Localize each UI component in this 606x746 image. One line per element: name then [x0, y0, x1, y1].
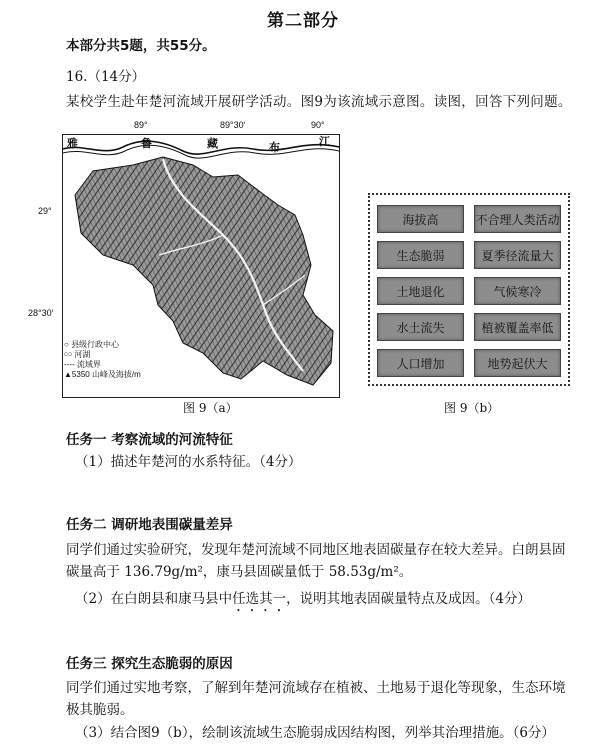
task2-paragraph-line: 同学们通过实验研究，发现年楚河流域不同地区地表固碳量存在较大差异。白朗县固 [66, 542, 566, 558]
river-label-char: 鲁 [141, 137, 152, 150]
factor-box [368, 193, 570, 386]
emphasis-text: 任选其一 [232, 591, 287, 607]
map-legend [64, 340, 141, 380]
longitude-label: 89° [134, 120, 148, 130]
task3-paragraph-line: 极其脆弱。 [66, 702, 134, 718]
figure-9a-caption: 图 9（a） [183, 401, 238, 415]
task3-title: 任务三 探究生态脆弱的原因 [66, 656, 233, 672]
river-label-char: 雅 [67, 137, 78, 150]
longitude-label: 90° [311, 120, 325, 130]
legend-item: ▲5350 山峰及海拔/m [64, 370, 141, 379]
legend-item: ○ 县级行政中心 [64, 340, 120, 349]
task2-paragraph-line: 碳量高于 136.79g/m²，康马县固碳量低于 58.53g/m²。 [66, 564, 413, 580]
factor-card: 人口增加 [377, 349, 464, 377]
factor-card: 土地退化 [377, 277, 464, 305]
question-number: 16.（14分） [66, 69, 146, 85]
question-stem: 某校学生赴年楚河流域开展研学活动。图9为该流域示意图。读图，回答下列问题。 [66, 94, 572, 110]
section-intro: 本部分共5题，共55分。 [66, 38, 216, 54]
latitude-label: 28°30′ [28, 308, 54, 318]
task1-question: （1）描述年楚河的水系特征。（4分） [75, 454, 302, 470]
factor-card: 海拔高 [377, 205, 464, 233]
longitude-label: 89°30′ [220, 120, 246, 130]
figure-9b-caption: 图 9（b） [444, 401, 500, 415]
legend-item: ---- 流域界 [64, 360, 101, 369]
river-label-char: 藏 [207, 137, 218, 150]
river-label-char: 布 [269, 141, 280, 154]
task1-title: 任务一 考察流域的河流特征 [66, 432, 233, 448]
legend-item: ∽ 河湖 [64, 350, 91, 359]
factor-card: 不合理人类活动 [474, 205, 561, 233]
task2-question: （2）在白朗县和康马县中任选其一，说明其地表固碳量特点及成因。（4分） [75, 591, 531, 607]
latitude-label: 29° [38, 206, 52, 216]
section-title: 第二部分 [267, 11, 339, 31]
river-label-char: 江 [319, 135, 330, 148]
factor-card: 地势起伏大 [474, 349, 561, 377]
task3-question: （3）结合图9（b），绘制该流域生态脆弱成因结构图，列举其治理措施。（6分） [75, 725, 555, 741]
factor-card: 夏季径流量大 [474, 241, 561, 269]
factor-card: 水土流失 [377, 313, 464, 341]
factor-card: 气候寒冷 [474, 277, 561, 305]
factor-card: 植被覆盖率低 [474, 313, 561, 341]
task2-title: 任务二 调研地表围碳量差异 [66, 517, 233, 533]
task3-paragraph-line: 同学们通过实地考察，了解到年楚河流域存在植被、土地易于退化等现象，生态环境 [66, 680, 566, 696]
factor-card: 生态脆弱 [377, 241, 464, 269]
